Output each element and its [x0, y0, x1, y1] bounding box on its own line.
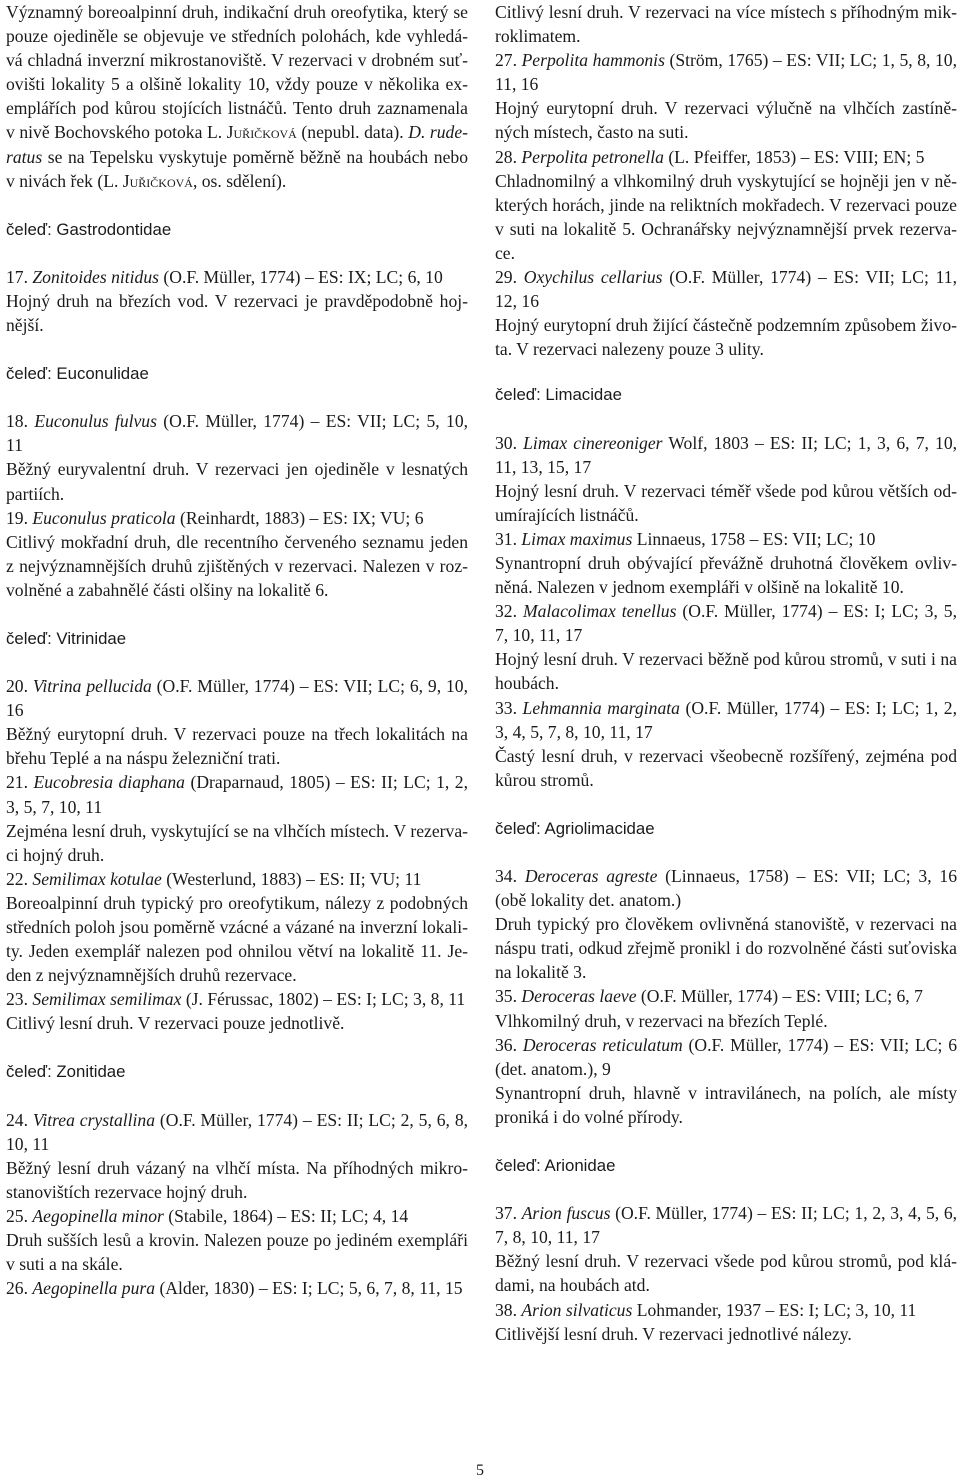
right-column	[495, 0, 957, 1346]
entry-text: (Linnaeus, 1758) – ES: VII; LC; 3, 16 (obě lokality det. anatom.)	[495, 866, 958, 911]
entry-text: 20.	[6, 676, 33, 697]
entry-text: 33.	[495, 697, 523, 718]
entry-text: (Draparnaud, 1805) – ES: II; LC; 1, 2, 3, 5, 7, 10, 11	[6, 772, 468, 817]
species-entry-33	[495, 696, 957, 744]
entry-text: (Alder, 1830) – ES: I; LC; 5, 6, 7, 8, 11, 15	[155, 1278, 463, 1299]
species-entry-35	[495, 984, 957, 1008]
entry-text: 28.	[495, 146, 522, 167]
species-name: Oxychilus cellarius	[523, 267, 663, 288]
entry-text: 34.	[495, 866, 525, 886]
species-entry-38	[495, 1298, 957, 1322]
entry-text: (O.F. Müller, 1774) – ES: VII; LC; 6, 9, 10, 16	[6, 676, 469, 721]
entry-text: (Ström, 1765) – ES: VII; LC; 1, 5, 8, 10, 11, 16	[495, 50, 957, 95]
species-entry-26	[6, 1276, 468, 1300]
entry-text: Lohmander, 1937 – ES: I; LC; 3, 10, 11	[632, 1299, 917, 1320]
entry-text: 17.	[6, 266, 33, 287]
species-description: Častý lesní druh, v rezervaci všeobecně rozšířený, zejména pod kůrou stromů.	[495, 745, 957, 790]
species-entry-31	[495, 527, 957, 551]
entry-text: (O.F. Müller, 1774) – ES: I; LC; 3, 5, 7, 10, 11, 17	[495, 601, 958, 646]
species-description: Chladnomilný a vlhkomilný druh vyskytující se hojněji jen v některých horách, jinde na reliktních mokřadech. V rezervaci pouze v suti na lokalitě 5. Ochranářsky nejvýznamnější prvek rezervace.	[495, 170, 957, 263]
species-description: Synantropní druh, hlavně v intravilánech, na polích, ale místy proniká i do volné přírody.	[495, 1082, 957, 1127]
entry-text: 19.	[6, 507, 33, 528]
species-description: Druh typický pro člověkem ovlivněná stanoviště, v rezervaci na náspu trati, odkud zřejmě pronikl i do rozvolněné části suťoviska na lokalitě 3.	[495, 914, 957, 983]
entry-text: 38.	[495, 1299, 522, 1320]
page-number: 5	[476, 1462, 484, 1479]
species-name: Perpolita petronella	[521, 146, 664, 167]
species-entry-19	[6, 506, 468, 530]
species-description: Hojný lesní druh. V rezervaci téměř všede pod kůrou větších odumírajících listnáčů.	[495, 480, 957, 525]
entry-text: 35.	[495, 986, 522, 1007]
entry-text: (L. Pfeiffer, 1853) – ES: VIII; EN; 5	[663, 146, 925, 167]
family-heading: čeleď: Zonitidae	[6, 1062, 126, 1082]
entry-text: 30.	[495, 432, 524, 453]
species-name: Deroceras agreste	[524, 866, 658, 886]
species-name: Euconulus praticola	[32, 507, 176, 528]
entry-text: Linnaeus, 1758 – ES: VII; LC; 10	[632, 528, 876, 549]
species-entry-22	[6, 867, 468, 891]
species-description: Synantropní druh obývající převážně druhotná člověkem ovlivněná. Nalezen v jednom exempláři v olšině na lokalitě 10.	[495, 552, 957, 598]
author-name: Juřičková	[122, 170, 193, 191]
entry-text: 24.	[6, 1109, 33, 1130]
species-name: Semilimax kotulae	[32, 868, 162, 889]
entry-text: 18.	[6, 411, 35, 432]
entry-text: 29.	[495, 267, 524, 288]
species-name: Semilimax semilimax	[32, 989, 182, 1010]
species-description: Běžný lesní druh vázaný na vlhčí místa. Na příhodných mikrostanovištích rezervace hojný druh.	[6, 1157, 468, 1202]
species-description: Citlivý mokřadní druh, dle recentního červeného seznamu jeden z nejvýznamnějších druhů zjištěných v rezervaci. Nalezen v rozvolněné a zabahnělé části olšiny na lokalitě 6.	[6, 531, 468, 600]
family-heading: čeleď: Euconulidae	[6, 364, 149, 384]
species-entry-25	[6, 1204, 468, 1228]
family-heading: čeleď: Gastrodontidae	[6, 219, 172, 239]
species-name: Deroceras reticulatum	[522, 1034, 683, 1055]
species-entry-27	[495, 48, 957, 96]
species-description: Citlivý lesní druh. V rezervaci pouze jednotlivě.	[6, 1013, 345, 1034]
entry-text: (O.F. Müller, 1774) – ES: VII; LC; 6 (det. anatom.), 9	[495, 1034, 957, 1079]
species-description: Hojný eurytopní druh žijící částečně podzemním způsobem života. V rezervaci nalezeny pouze 3 ulity.	[495, 315, 957, 360]
entry-text: (J. Férussac, 1802) – ES: I; LC; 3, 8, 11	[181, 989, 466, 1010]
family-heading: čeleď: Arionidae	[495, 1156, 616, 1176]
species-description: Vlhkomilný druh, v rezervaci na březích Teplé.	[495, 1010, 828, 1031]
entry-text: 26.	[6, 1278, 33, 1299]
left-column	[6, 0, 468, 1300]
species-entry-28	[495, 145, 957, 169]
entry-text: 31.	[495, 528, 522, 549]
intro-text: se na Tepelsku vyskytuje poměrně běžně na houbách nebo v nivách řek (L.	[6, 146, 468, 191]
species-name: Aegopinella minor	[32, 1205, 164, 1226]
entry-text: 32.	[495, 601, 523, 622]
entry-text: 23.	[6, 989, 33, 1010]
species-name: Limax maximus	[521, 528, 633, 549]
author-name: Juřičková	[226, 122, 297, 143]
species-name: Zonitoides nitidus	[32, 266, 159, 287]
species-entry-29	[495, 265, 957, 313]
entry-text: (O.F. Müller, 1774) – ES: VIII; LC; 6, 7	[636, 986, 923, 1007]
intro-text: (nepubl. data).	[296, 122, 409, 143]
species-entry-37	[495, 1201, 957, 1249]
species-entry-21	[6, 770, 468, 818]
species-description: Citlivý lesní druh. V rezervaci na více místech s příhodným mikroklimatem.	[495, 2, 957, 47]
species-name: Perpolita hammonis	[521, 50, 665, 71]
species-description: Běžný eurytopní druh. V rezervaci pouze na třech lokalitách na břehu Teplé a na náspu železniční trati.	[6, 724, 468, 769]
entry-text: 27.	[495, 50, 522, 71]
species-name: Euconulus fulvus	[34, 411, 157, 432]
species-description: Hojný eurytopní druh. V rezervaci výlučně na vlhčích zastíněných místech, často na suti.	[495, 98, 957, 143]
species-entry-36	[495, 1033, 957, 1081]
species-entry-30	[495, 431, 957, 479]
species-entry-24	[6, 1108, 468, 1156]
intro-text: , os. sdělení).	[192, 170, 287, 191]
entry-text: Wolf, 1803 – ES: II; LC; 1, 3, 6, 7, 10, 11, 13, 15, 17	[495, 432, 958, 477]
family-heading: čeleď: Limacidae	[495, 385, 622, 405]
entry-text: (O.F. Müller, 1774) – ES: IX; LC; 6, 10	[158, 266, 443, 287]
species-entry-17	[6, 265, 468, 289]
entry-text: 25.	[6, 1205, 33, 1226]
species-description: Běžný euryvalentní druh. V rezervaci jen ojediněle v lesnatých partiích.	[6, 459, 468, 504]
species-name: Vitrea crystallina	[32, 1109, 156, 1130]
species-name: Limax cinereoniger	[523, 432, 663, 453]
entry-text: 37.	[495, 1203, 522, 1224]
species-entry-23	[6, 987, 468, 1011]
species-name: Lehmannia marginata	[522, 697, 680, 718]
species-description: Boreoalpinní druh typický pro oreofytikum, nálezy z podobných středních poloh jsou poměrně vzácné a vázané na inverzní lokality. Jeden exemplář nalezen pod ohnilou větví na lokalitě 11. Jeden z nejvýznamnějších druhů rezervace.	[6, 892, 468, 986]
species-name: Eucobresia diaphana	[33, 772, 185, 793]
species-name: Arion fuscus	[521, 1203, 611, 1224]
species-name: Arion silvaticus	[521, 1299, 633, 1320]
entry-text: 22.	[6, 868, 33, 889]
species-name: D. ruderatus	[6, 122, 469, 167]
entry-text: 36.	[495, 1034, 523, 1055]
species-description: Druh sušších lesů a krovin. Nalezen pouze po jediném exempláři v suti a na skále.	[6, 1230, 468, 1275]
family-heading: čeleď: Agriolimacidae	[495, 818, 655, 838]
species-description: Hojný druh na březích vod. V rezervaci je pravděpodobně hojnější.	[6, 290, 468, 336]
intro-text: Významný boreoalpinní druh, indikační druh oreofytika, který se pouze ojediněle se objevuje ve středních polohách, kde vyhledává chladná inverzní mikrostanoviště. V rezervaci v drobném suťovišti lokality 5 a olšině lokality 10, vždy pouze v několika exemplářích pod kůrou stojících listnáčů. Tento druh zaznamenala v nivě Bochovského potoka L.	[6, 2, 468, 143]
species-entry-32	[495, 599, 957, 647]
intro-paragraph	[6, 0, 468, 193]
species-name: Malacolimax tenellus	[522, 601, 677, 622]
species-entry-34	[495, 864, 957, 912]
entry-text: (Stabile, 1864) – ES: II; LC; 4, 14	[163, 1205, 409, 1226]
entry-text: (Reinhardt, 1883) – ES: IX; VU; 6	[175, 507, 424, 528]
family-heading: čeleď: Vitrinidae	[6, 628, 127, 648]
species-description: Citlivější lesní druh. V rezervaci jednotlivé nálezy.	[495, 1323, 852, 1344]
species-description: Běžný lesní druh. V rezervaci všede pod kůrou stromů, pod kládami, na houbách atd.	[495, 1251, 957, 1296]
species-entry-18	[6, 409, 468, 457]
species-entry-20	[6, 674, 468, 722]
entry-text: 21.	[6, 772, 34, 793]
entry-text: (O.F. Müller, 1774) – ES: II; LC; 2, 5, 6, 8, 10, 11	[6, 1109, 469, 1154]
entry-text: (Westerlund, 1883) – ES: II; VU; 11	[161, 868, 422, 889]
species-description: Zejména lesní druh, vyskytující se na vlhčích místech. V rezervaci hojný druh.	[6, 820, 468, 865]
entry-text: (O.F. Müller, 1774) – ES: I; LC; 1, 2, 3, 4, 5, 7, 8, 10, 11, 17	[495, 697, 958, 742]
species-name: Vitrina pellucida	[32, 676, 152, 697]
entry-text: (O.F. Müller, 1774) – ES: VII; LC; 11, 12, 16	[495, 267, 958, 312]
species-description: Hojný lesní druh. V rezervaci běžně pod kůrou stromů, v suti i na houbách.	[495, 649, 957, 694]
species-name: Deroceras laeve	[521, 986, 637, 1007]
species-name: Aegopinella pura	[32, 1278, 156, 1299]
entry-text: (O.F. Müller, 1774) – ES: II; LC; 1, 2, 3, 4, 5, 6, 7, 8, 10, 11, 17	[495, 1203, 958, 1248]
entry-text: (O.F. Müller, 1774) – ES: VII; LC; 5, 10, 11	[6, 411, 469, 456]
